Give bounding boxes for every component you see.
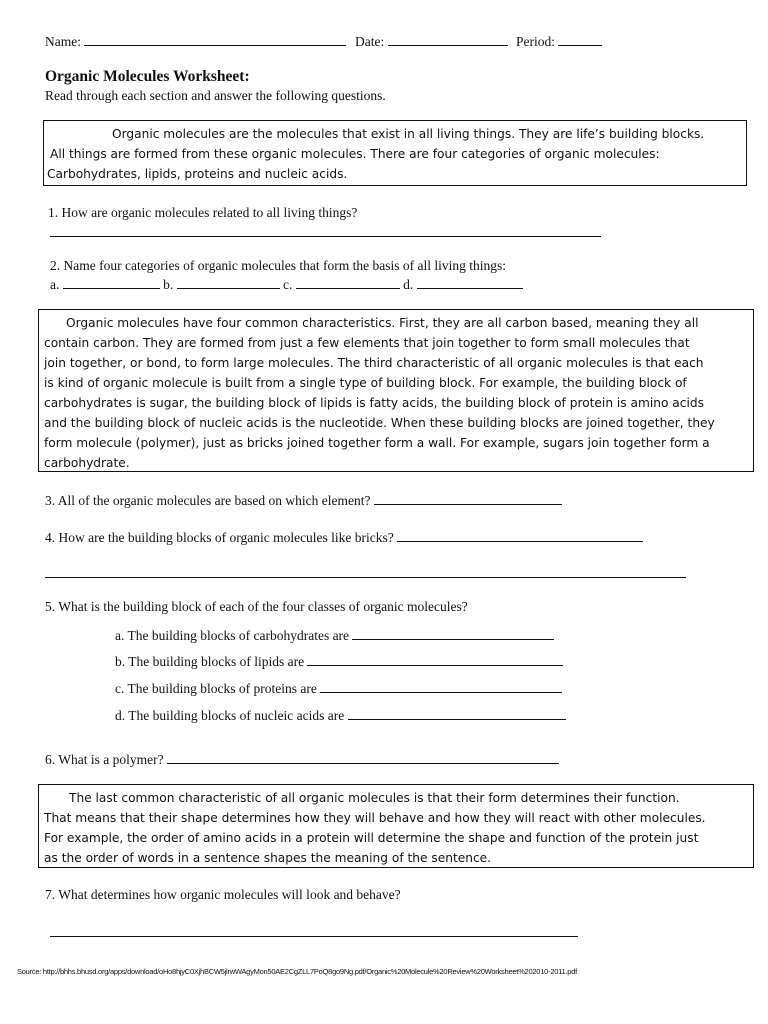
q5-a-blank[interactable]: [352, 626, 554, 640]
reading-line: contain carbon. They are formed from just a few elements that join together to form small molecules that: [44, 336, 690, 350]
reading-line: is kind of organic molecule is built from a single type of building block. For example, the building block of: [44, 376, 687, 390]
question-3-text: 3. All of the organic molecules are based on which element?: [45, 493, 371, 508]
answer-line-q7[interactable]: [50, 936, 578, 937]
answer-line-q3[interactable]: [374, 491, 562, 505]
q5-d-text: d. The building blocks of nucleic acids are: [115, 708, 345, 723]
reading-line: Organic molecules have four common characteristics. First, they are all carbon based, meaning they all: [66, 316, 699, 330]
question-1: 1. How are organic molecules related to all living things?: [48, 205, 358, 220]
q2-c-blank[interactable]: [296, 275, 400, 289]
q5-item-b: [115, 652, 563, 670]
period-field[interactable]: [516, 32, 602, 50]
answer-line-q4[interactable]: [397, 528, 643, 542]
instructions: Read through each section and answer the following questions.: [45, 88, 386, 103]
q5-item-d: [115, 706, 566, 724]
reading-line: That means that their shape determines how they will behave and how they will react with other molecules.: [44, 811, 706, 825]
q2-c-label: c.: [283, 277, 293, 292]
reading-line: and the building block of nucleic acids is the nucleotide. When these building blocks are joined together, they: [44, 416, 715, 430]
q5-c-text: c. The building blocks of proteins are: [115, 681, 317, 696]
period-label: Period:: [516, 34, 555, 49]
answer-line-q1[interactable]: [50, 236, 601, 237]
reading-box-form-function: [38, 784, 754, 868]
reading-line: All things are formed from these organic molecules. There are four categories of organic molecules:: [50, 147, 660, 161]
q5-a-text: a. The building blocks of carbohydrates are: [115, 628, 350, 643]
name-label: Name:: [45, 34, 81, 49]
question-2: 2. Name four categories of organic molecules that form the basis of all living things:: [50, 258, 507, 273]
answer-line-q6[interactable]: [167, 750, 559, 764]
reading-box-characteristics: [38, 309, 754, 472]
q2-a-label: a.: [50, 277, 60, 292]
reading-line: Carbohydrates, lipids, proteins and nucleic acids.: [47, 167, 348, 181]
reading-line: For example, the order of amino acids in a protein will determine the shape and function of the protein just: [44, 831, 699, 845]
reading-line: Organic molecules are the molecules that exist in all living things. They are life’s building blocks.: [112, 127, 705, 141]
reading-line: join together, or bond, to form large molecules. The third characteristic of all organic molecules is that each: [44, 356, 704, 370]
reading-line: The last common characteristic of all organic molecules is that their form determines their function.: [69, 791, 680, 805]
answer-line-q4-extra[interactable]: [45, 577, 686, 578]
question-4-text: 4. How are the building blocks of organic molecules like bricks?: [45, 530, 394, 545]
q5-d-blank[interactable]: [348, 706, 566, 720]
reading-line: as the order of words in a sentence shapes the meaning of the sentence.: [44, 851, 492, 865]
reading-line: carbohydrate.: [44, 456, 130, 470]
q5-item-c: [115, 679, 562, 697]
question-4: [45, 528, 643, 546]
question-6-text: 6. What is a polymer?: [45, 752, 164, 767]
date-blank[interactable]: [388, 32, 508, 46]
name-field[interactable]: [45, 32, 346, 50]
question-6: [45, 750, 559, 768]
reading-box-intro: [43, 120, 747, 186]
q2-d-label: d.: [403, 277, 414, 292]
question-3: [45, 491, 562, 509]
q2-a-blank[interactable]: [63, 275, 160, 289]
q2-b-blank[interactable]: [177, 275, 280, 289]
q5-item-a: [115, 626, 554, 644]
q5-b-blank[interactable]: [307, 652, 563, 666]
source-citation: Source: http://bhhs.bhusd.org/apps/download/oHo8hjyC0XjhBCW5jlrwWAgyMon50AE2CgZLL7PoQ8go9Ng.pdf/Organic%20Molecule%20Review%20Worksheet%202010-2011.pdf: [17, 967, 577, 976]
page-title: Organic Molecules Worksheet:: [45, 68, 250, 85]
name-blank[interactable]: [84, 32, 346, 46]
period-blank[interactable]: [558, 32, 602, 46]
date-field[interactable]: [355, 32, 508, 50]
q5-b-text: b. The building blocks of lipids are: [115, 654, 305, 669]
q2-b-label: b.: [163, 277, 174, 292]
reading-line: carbohydrates is sugar, the building block of lipids is fatty acids, the building block of protein is amino acids: [44, 396, 704, 410]
question-7: 7. What determines how organic molecules will look and behave?: [45, 887, 401, 902]
q5-c-blank[interactable]: [320, 679, 562, 693]
q2-d-blank[interactable]: [417, 275, 523, 289]
reading-line: form molecule (polymer), just as bricks joined together form a wall. For example, sugars join together form a: [44, 436, 710, 450]
q2-answers: [50, 275, 523, 293]
question-5: 5. What is the building block of each of the four classes of organic molecules?: [45, 599, 468, 614]
date-label: Date:: [355, 34, 385, 49]
